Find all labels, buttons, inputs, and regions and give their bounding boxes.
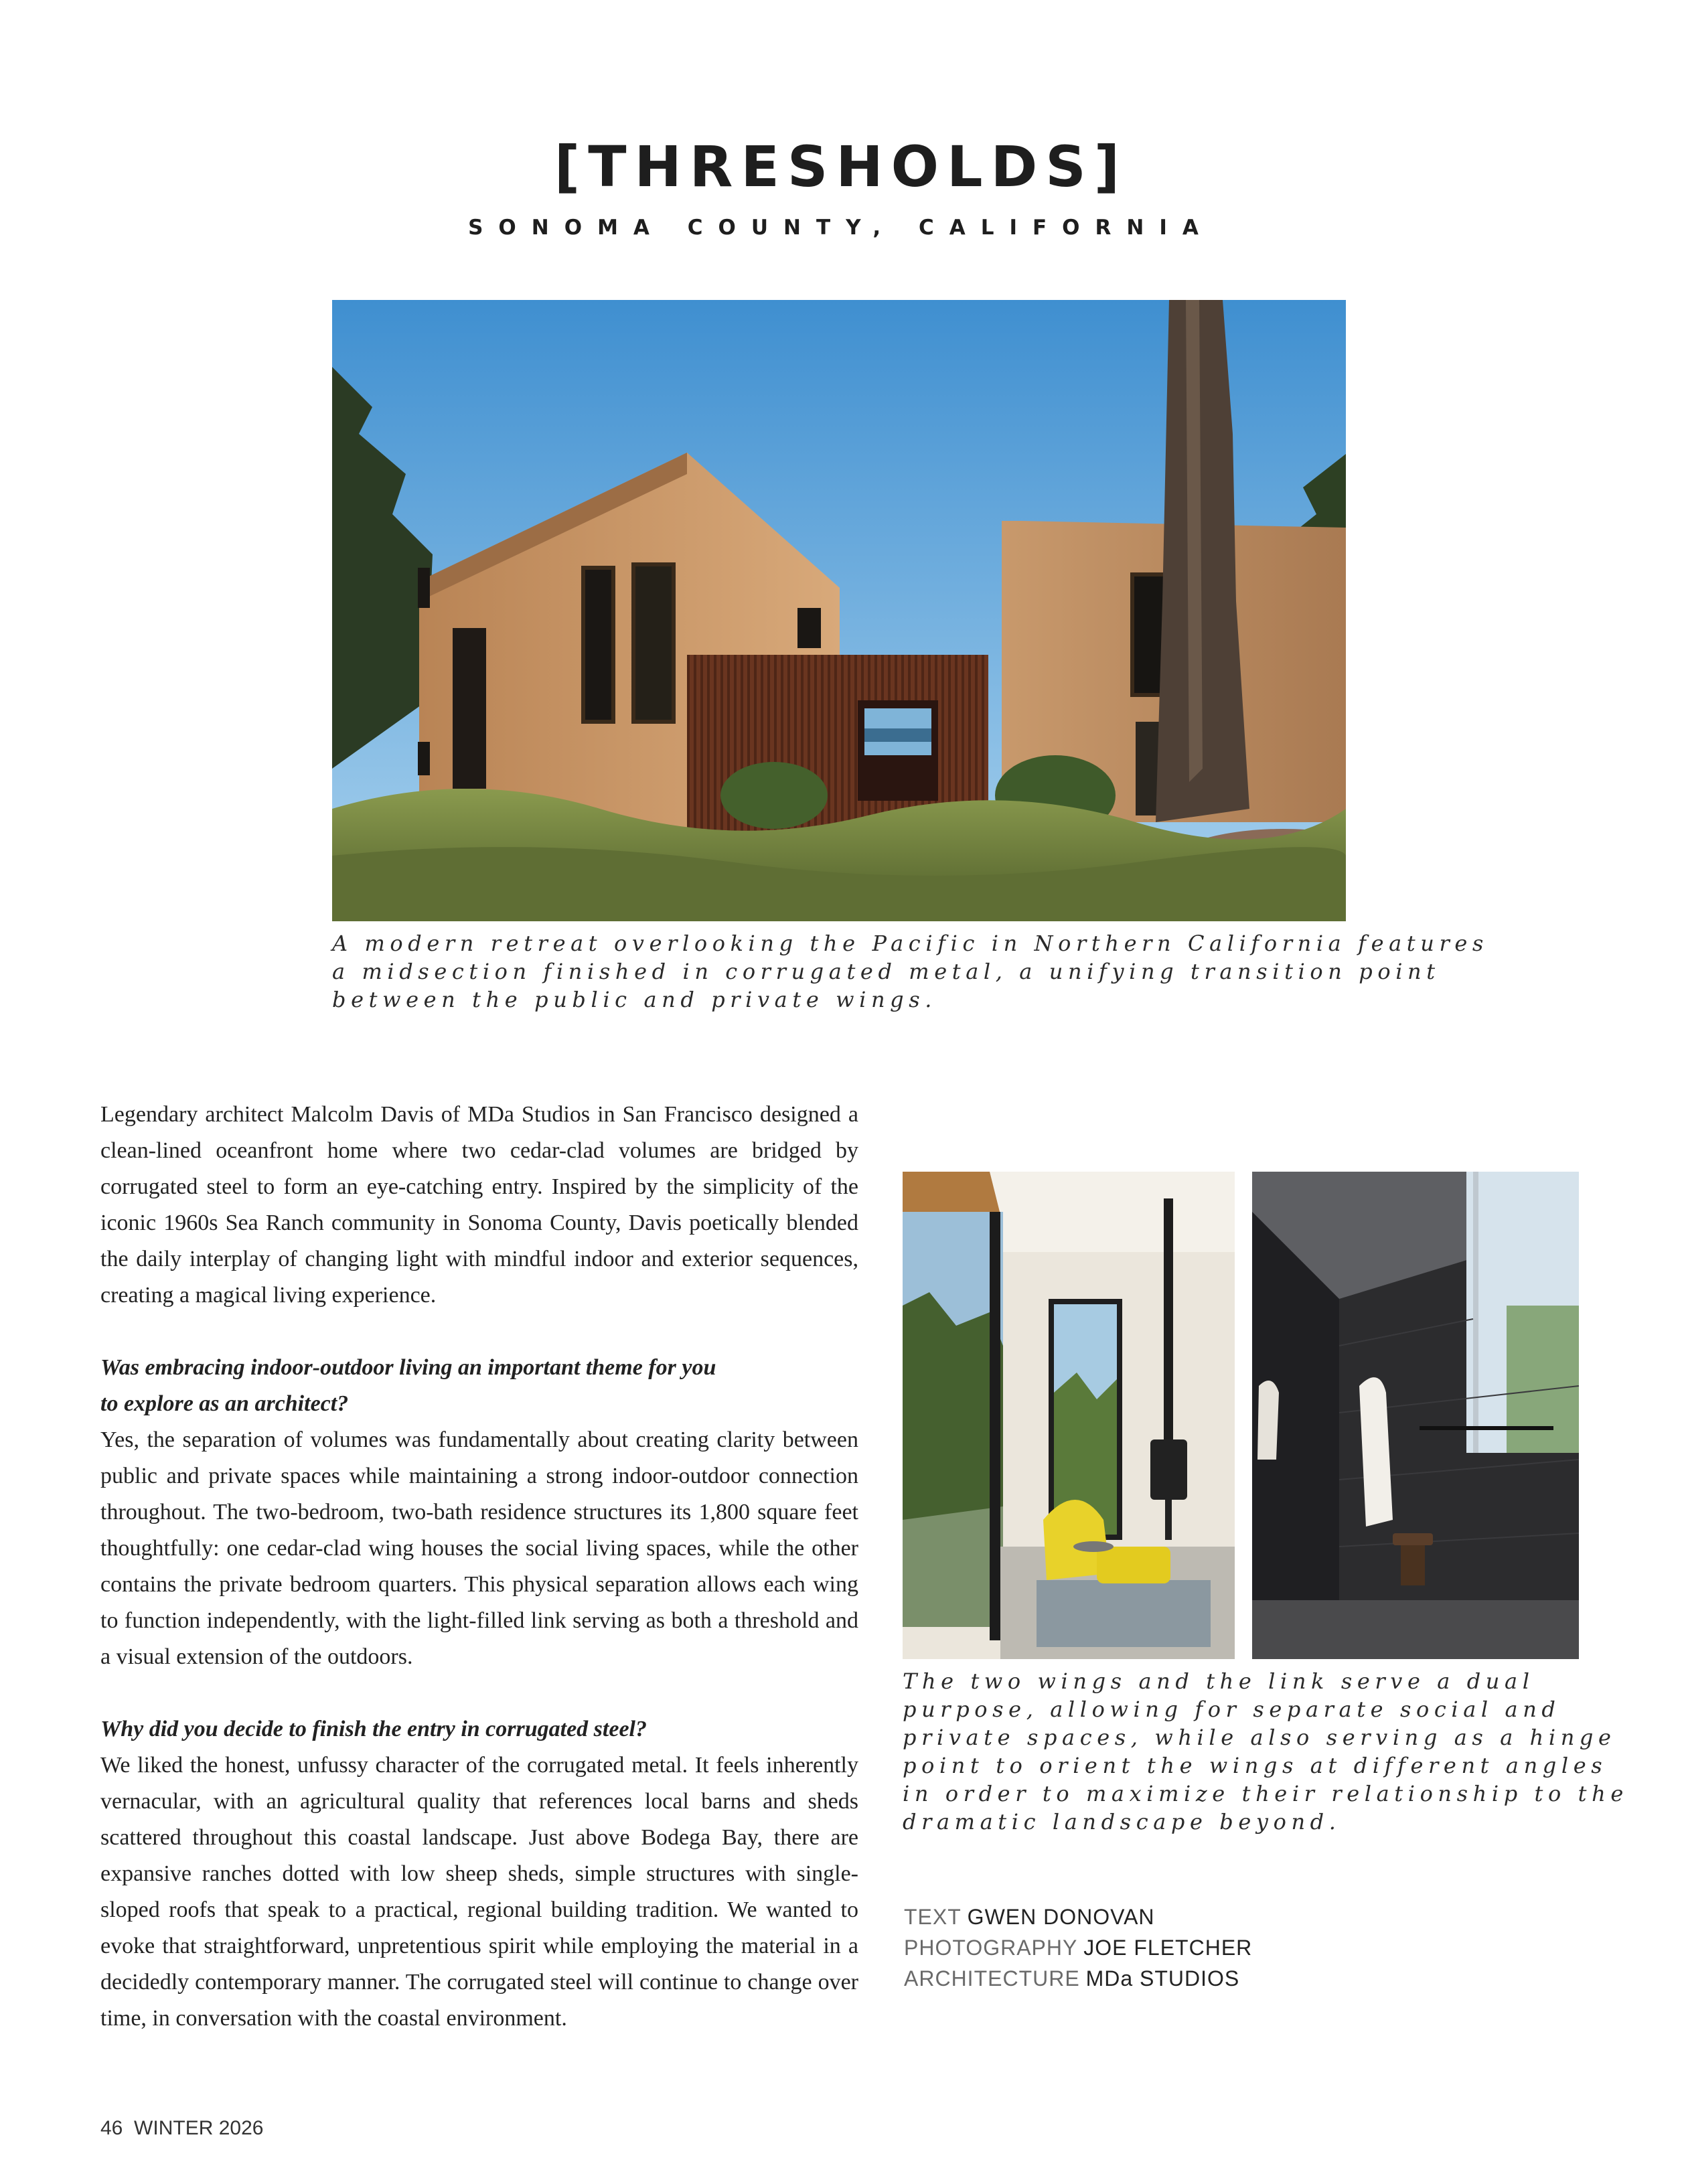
question-1-line-2: to explore as an architect? — [100, 1391, 349, 1416]
page-footer — [100, 2117, 263, 2140]
interior-caption-line: dramatic landscape beyond. — [903, 1809, 1341, 1835]
answer-2: We liked the honest, unfussy character of the corrugated metal. It feels inherently vernacular, with an agricultural quality that references local barns and sheds scattered throughout this coastal landscape. Just above Bodega Bay, there are expansive ranches dotted with low sheep sheds, simple structures with single-sloped roofs that speak to a practical, regional building tradition. We wanted to evoke that straightforward, unpretentious spirit while employing the material in a decidedly contemporary manner. The corrugated steel will continue to change over time, in conversation with the coastal environment. — [100, 1753, 858, 2031]
credit-architecture — [904, 1963, 1252, 1994]
issue-label: WINTER 2026 — [134, 2117, 264, 2139]
interior-caption-line: point to orient the wings at different angles — [903, 1753, 1608, 1778]
credit-value: GWEN DONOVAN — [967, 1905, 1155, 1929]
question-1-line-1: Was embracing indoor-outdoor living an important theme for you — [100, 1355, 716, 1380]
interior-caption — [903, 1667, 1628, 1836]
credit-label: ARCHITECTURE — [904, 1966, 1080, 1991]
living-room-photo — [903, 1172, 1235, 1659]
hero-caption-line: a midsection finished in corrugated metal, a unifying transition point — [332, 959, 1440, 984]
credit-label: PHOTOGRAPHY — [904, 1936, 1078, 1960]
article-intro: Legendary architect Malcolm Davis of MDa Studios in San Francisco designed a clean-lined oceanfront home where two cedar-clad volumes are bridged by corrugated steel to form an eye-catching entry. Inspired by the simplicity of the iconic 1960s Sea Ranch community in Sonoma County, Davis poetically blended the daily interplay of changing light with mindful indoor and exterior sequences, creating a magical living experience. — [100, 1102, 858, 1308]
article-body — [100, 1097, 858, 2037]
house-exterior-photo — [332, 300, 1346, 921]
credit-value: JOE FLETCHER — [1083, 1936, 1253, 1960]
hero-caption — [332, 929, 1488, 1014]
interior-caption-line: private spaces, while also serving as a hinge — [903, 1725, 1616, 1750]
hero-caption-line: between the public and private wings. — [332, 987, 937, 1012]
question-2: Why did you decide to finish the entry in corrugated steel? — [100, 1717, 647, 1741]
credit-photography — [904, 1932, 1252, 1963]
credits-block — [904, 1901, 1252, 1994]
answer-1: Yes, the separation of volumes was fundamentally about creating clarity between public and private spaces while maintaining a strong indoor-outdoor connection throughout. The two-bedroom, two-bath residence structures its 1,800 square feet thoughtfully: one cedar-clad wing houses the social living spaces, while the other contains the private bedroom quarters. This physical separation allows each wing to function independently, with the light-filled link serving as both a threshold and a visual extension of the outdoors. — [100, 1427, 858, 1669]
interior-caption-line: purpose, allowing for separate social and — [903, 1697, 1561, 1722]
interior-caption-line: in order to maximize their relationship to the — [903, 1781, 1628, 1806]
question-1 — [100, 1350, 858, 1422]
hero-caption-line: A modern retreat overlooking the Pacific in Northern California features — [332, 931, 1488, 956]
credit-text — [904, 1901, 1252, 1932]
interior-caption-line: The two wings and the link serve a dual — [903, 1668, 1535, 1694]
credit-value: MDa STUDIOS — [1085, 1966, 1240, 1991]
bathroom-photo — [1252, 1172, 1579, 1659]
article-location: SONOMA COUNTY, CALIFORNIA — [468, 216, 1214, 240]
credit-label: TEXT — [904, 1905, 962, 1929]
page-number: 46 — [100, 2117, 123, 2139]
article-title: [THRESHOLDS] — [554, 134, 1128, 200]
